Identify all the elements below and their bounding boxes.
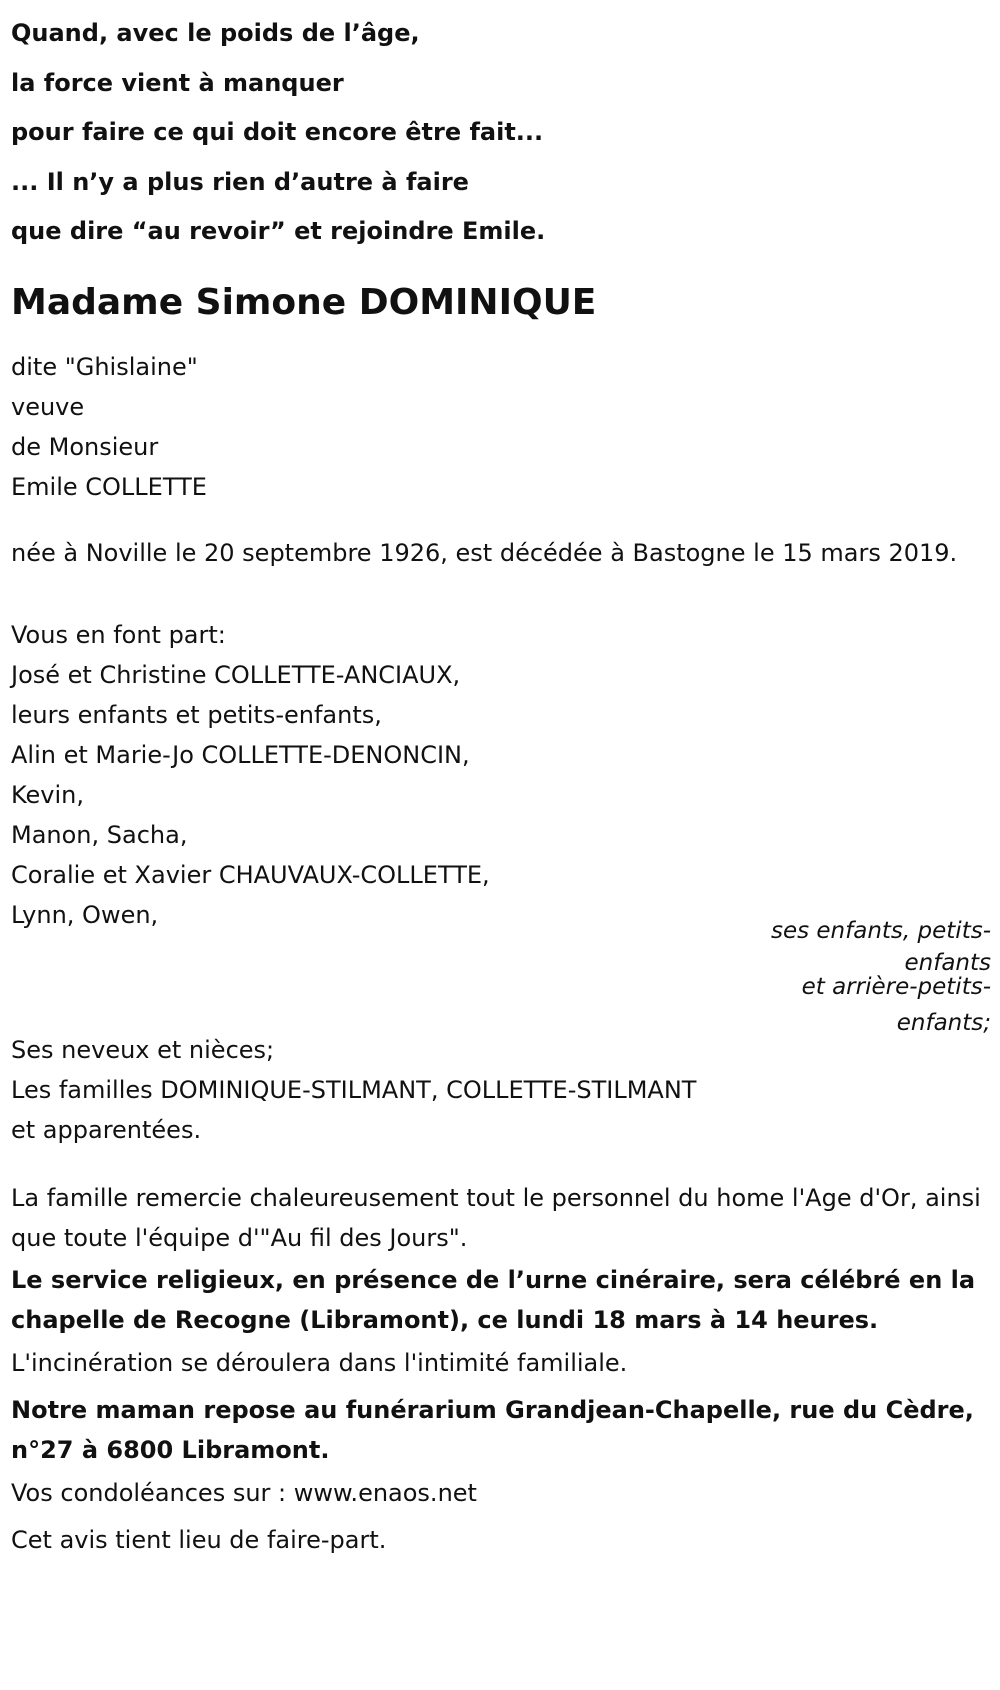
identity-line: dite "Ghislaine": [11, 353, 198, 381]
family-member: Kevin,: [11, 781, 85, 809]
relation-line: enfants: [904, 950, 991, 976]
poem-line: la force vient à manquer: [11, 68, 344, 97]
extended-family-block: [11, 1030, 981, 1150]
family-member: Alin et Marie-Jo COLLETTE-DENONCIN,: [11, 741, 470, 769]
extended-family-line: Les familles DOMINIQUE-STILMANT, COLLETTE-STILMANT: [11, 1076, 697, 1104]
opening-poem: [11, 9, 911, 257]
funeral-home-text: Notre maman repose au funérarium Grandjean-Chapelle, rue du Cèdre, n°27 à 6800 Libramont.: [11, 1396, 974, 1464]
family-member: Coralie et Xavier CHAUVAUX-COLLETTE,: [11, 861, 490, 889]
poem-line: que dire “au revoir” et rejoindre Emile.: [11, 217, 546, 245]
deceased-name: Madame Simone DOMINIQUE: [11, 282, 597, 323]
identity-block: [11, 347, 981, 507]
identity-line: veuve: [11, 393, 85, 421]
family-relation: [721, 919, 991, 1035]
identity-line: de Monsieur: [11, 433, 159, 461]
relation-line: et arrière-petits-: [801, 974, 991, 1000]
poem-line: pour faire ce qui doit encore être fait...: [11, 118, 544, 146]
condolences-text: Vos condoléances sur : www.enaos.net: [11, 1479, 477, 1507]
relation-line: ses enfants, petits-: [770, 918, 991, 944]
family-intro: Vous en font part:: [11, 621, 226, 649]
birth-death-text: née à Noville le 20 septembre 1926, est décédée à Bastogne le 15 mars 2019.: [11, 539, 958, 567]
family-member: Manon, Sacha,: [11, 821, 188, 849]
family-member: José et Christine COLLETTE-ANCIAUX,: [11, 661, 461, 689]
relation-line: enfants;: [896, 1010, 991, 1036]
poem-line: Quand, avec le poids de l’âge,: [11, 19, 420, 47]
extended-family-line: et apparentées.: [11, 1116, 202, 1144]
extended-family-line: Ses neveux et nièces;: [11, 1036, 275, 1064]
poem-line: ... Il n’y a plus rien d’autre à faire: [11, 167, 469, 196]
service-text: Le service religieux, en présence de l’urne cinéraire, sera célébré en la chapelle de Recogne (Libramont), ce lundi 18 mars à 14 heures.: [11, 1266, 976, 1334]
family-member: leurs enfants et petits-enfants,: [11, 701, 382, 729]
cremation-text: L'incinération se déroulera dans l'intimité familiale.: [11, 1349, 628, 1377]
notice-text: Cet avis tient lieu de faire-part.: [11, 1526, 387, 1554]
thanks-text: La famille remercie chaleureusement tout le personnel du home l'Age d'Or, ainsi que toute l'équipe d'"Au fil des Jours".: [11, 1184, 981, 1252]
identity-line: Emile COLLETTE: [11, 473, 207, 501]
family-block: [11, 615, 981, 935]
family-member: Lynn, Owen,: [11, 901, 159, 929]
